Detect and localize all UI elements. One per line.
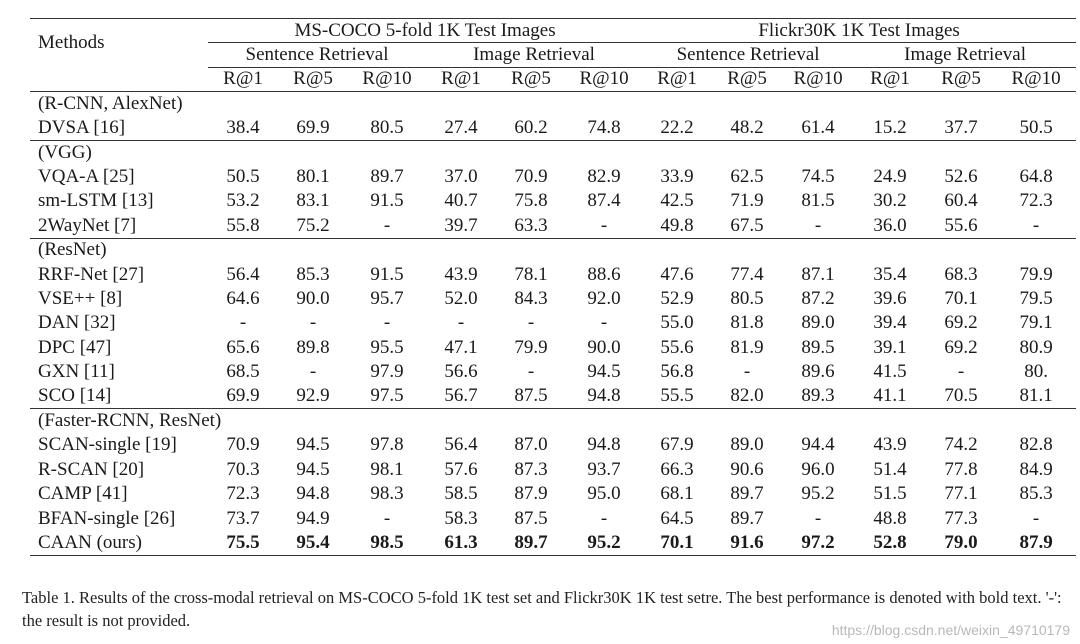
metric-header: R@5 — [941, 68, 981, 90]
metric-value: 80.9 — [1019, 336, 1053, 358]
method-name: DPC [47] — [38, 336, 112, 358]
header-row-datasets — [30, 19, 1076, 43]
methods-header: Methods — [30, 19, 208, 68]
metric-value: - — [600, 214, 608, 236]
metric-value: 89.8 — [296, 336, 330, 358]
method-name: sm-LSTM [13] — [38, 190, 154, 212]
metric-value: 89.6 — [801, 361, 835, 383]
metric-value: 97.9 — [370, 361, 404, 383]
metric-value: 64.5 — [660, 507, 694, 529]
metric-value: 87.3 — [514, 458, 548, 480]
metric-header: R@5 — [727, 68, 767, 90]
metric-value: 81.9 — [730, 336, 764, 358]
metric-value: 98.3 — [370, 483, 404, 505]
method-name: CAMP [41] — [38, 483, 128, 505]
metric-value: - — [383, 312, 391, 334]
metric-value: 70.1 — [642, 531, 712, 555]
metric-value: 95.2 — [801, 483, 835, 505]
method-name: VSE++ [8] — [38, 287, 123, 309]
metric-value: 97.2 — [782, 531, 854, 555]
method-name: DAN [32] — [38, 312, 116, 334]
table-row — [30, 214, 1076, 238]
metric-value: 80. — [1024, 361, 1048, 383]
method-name: 2WayNet [7] — [38, 214, 137, 236]
metric-value: 80.1 — [296, 166, 330, 188]
metric-value: 92.0 — [587, 287, 621, 309]
metric-value: 75.8 — [514, 190, 548, 212]
metric-header: R@1 — [223, 68, 263, 90]
metric-value: 95.7 — [370, 287, 404, 309]
metric-value: 41.1 — [873, 385, 907, 407]
metric-value: 70.9 — [226, 434, 260, 456]
metric-value: 67.5 — [730, 214, 764, 236]
results-body — [30, 92, 1076, 555]
metric-value: 87.4 — [587, 190, 621, 212]
metric-value: 94.9 — [296, 507, 330, 529]
metric-value: 70.1 — [944, 287, 978, 309]
metric-value: 73.7 — [226, 507, 260, 529]
method-name: SCO [14] — [38, 385, 112, 407]
metric-value: 87.0 — [514, 434, 548, 456]
table-row — [30, 458, 1076, 482]
metric-header: R@10 — [362, 68, 412, 90]
metric-value: 52.8 — [854, 531, 926, 555]
metric-value: 37.7 — [944, 117, 978, 138]
metric-value: 39.6 — [873, 287, 907, 309]
metric-value: 56.8 — [660, 361, 694, 383]
metric-value: 95.5 — [370, 336, 404, 358]
metric-value: - — [383, 214, 391, 236]
dataset-header-flickr30k: Flickr30K 1K Test Images — [642, 19, 1076, 43]
metric-value: 38.4 — [226, 117, 260, 138]
metric-value: 27.4 — [444, 117, 478, 138]
metric-value: 98.5 — [348, 531, 426, 555]
table-row — [30, 360, 1076, 384]
metric-value: 58.3 — [444, 507, 478, 529]
metric-value: 84.9 — [1019, 458, 1053, 480]
metric-value: 70.3 — [226, 458, 260, 480]
metric-value: 42.5 — [660, 190, 694, 212]
metric-header-spacer — [30, 67, 208, 91]
metric-value: 89.0 — [730, 434, 764, 456]
metric-value: 37.0 — [444, 166, 478, 188]
metric-header: R@5 — [293, 68, 333, 90]
metric-value: - — [309, 312, 317, 334]
metric-value: 39.4 — [873, 312, 907, 334]
section-row — [30, 140, 1076, 164]
metric-value: 30.2 — [873, 190, 907, 212]
metric-value: - — [957, 361, 965, 383]
metric-value: 74.5 — [801, 166, 835, 188]
metric-value: 51.5 — [873, 483, 907, 505]
section-label: (Faster-RCNN, ResNet) — [30, 409, 1076, 433]
metric-header: R@10 — [579, 68, 629, 90]
metric-value: 87.2 — [801, 287, 835, 309]
metric-value: 70.5 — [944, 385, 978, 407]
metric-value: 56.7 — [444, 385, 478, 407]
dataset-header-mscoco: MS-COCO 5-fold 1K Test Images — [208, 19, 642, 43]
metric-value: 61.4 — [801, 117, 835, 138]
metric-value: 95.2 — [566, 531, 642, 555]
metric-value: - — [1032, 214, 1040, 236]
metric-value: 82.8 — [1019, 434, 1053, 456]
metric-value: 75.5 — [208, 531, 278, 555]
metric-value: 69.9 — [296, 117, 330, 138]
metric-value: 66.3 — [660, 458, 694, 480]
metric-value: 72.3 — [1019, 190, 1053, 212]
metric-value: 74.2 — [944, 434, 978, 456]
metric-value: 82.0 — [730, 385, 764, 407]
metric-value: 43.9 — [873, 434, 907, 456]
group-header-coco-sentence: Sentence Retrieval — [208, 43, 426, 67]
metric-value: - — [743, 361, 751, 383]
metric-value: - — [1032, 507, 1040, 529]
metric-value: 40.7 — [444, 190, 478, 212]
metric-value: 68.1 — [660, 483, 694, 505]
metric-value: 56.6 — [444, 361, 478, 383]
section-row — [30, 238, 1076, 262]
metric-value: 51.4 — [873, 458, 907, 480]
metric-value: 58.5 — [444, 483, 478, 505]
metric-value: 47.6 — [660, 263, 694, 285]
metric-header: R@1 — [441, 68, 481, 90]
section-label: (VGG) — [30, 140, 1076, 164]
table-row — [30, 165, 1076, 189]
metric-value: 89.0 — [801, 312, 835, 334]
metric-value: 87.9 — [996, 531, 1076, 555]
metric-value: 90.0 — [587, 336, 621, 358]
metric-value: 91.5 — [370, 263, 404, 285]
method-name: SCAN-single [19] — [38, 434, 177, 456]
metric-value: 74.8 — [587, 117, 621, 138]
metric-value: 68.5 — [226, 361, 260, 383]
table-row — [30, 384, 1076, 408]
metric-value: 95.0 — [587, 483, 621, 505]
header-row-metrics — [30, 67, 1076, 91]
metric-value: 53.2 — [226, 190, 260, 212]
metric-value: - — [457, 312, 465, 334]
metric-value: 77.3 — [944, 507, 978, 529]
metric-value: 98.1 — [370, 458, 404, 480]
metric-value: 94.5 — [296, 458, 330, 480]
metric-value: 52.6 — [944, 166, 978, 188]
table-row — [30, 433, 1076, 457]
metric-value: 77.1 — [944, 483, 978, 505]
results-table — [30, 18, 1076, 556]
metric-value: 88.6 — [587, 263, 621, 285]
metric-value: 64.8 — [1019, 166, 1053, 188]
metric-value: 89.7 — [730, 507, 764, 529]
metric-header: R@1 — [870, 68, 910, 90]
table-row — [30, 482, 1076, 506]
metric-value: 64.6 — [226, 287, 260, 309]
metric-value: 93.7 — [587, 458, 621, 480]
metric-value: 69.9 — [226, 385, 260, 407]
metric-value: 89.5 — [801, 336, 835, 358]
metric-value: - — [527, 361, 535, 383]
method-name: VQA-A [25] — [38, 166, 135, 188]
method-name: DVSA [16] — [38, 117, 126, 138]
metric-value: 68.3 — [944, 263, 978, 285]
section-row — [30, 92, 1076, 116]
metric-value: 83.1 — [296, 190, 330, 212]
metric-value: 55.0 — [660, 312, 694, 334]
metric-value: 60.2 — [514, 117, 548, 138]
metric-value: 79.1 — [1019, 312, 1053, 334]
metric-header: R@5 — [511, 68, 551, 90]
metric-value: 94.5 — [587, 361, 621, 383]
metric-value: 84.3 — [514, 287, 548, 309]
metric-value: - — [814, 214, 822, 236]
method-name: CAAN (ours) — [30, 531, 208, 555]
table-row — [30, 531, 1076, 555]
metric-value: 79.9 — [514, 336, 548, 358]
metric-value: 39.7 — [444, 214, 478, 236]
metric-value: 60.4 — [944, 190, 978, 212]
table-row — [30, 116, 1076, 140]
metric-value: 91.5 — [370, 190, 404, 212]
metric-value: 50.5 — [1019, 117, 1053, 138]
section-row — [30, 409, 1076, 433]
metric-value: 56.4 — [226, 263, 260, 285]
metric-value: 92.9 — [296, 385, 330, 407]
metric-value: 52.9 — [660, 287, 694, 309]
table-row — [30, 311, 1076, 335]
table-row — [30, 506, 1076, 530]
metric-value: 35.4 — [873, 263, 907, 285]
metric-value: 55.8 — [226, 214, 260, 236]
metric-value: - — [600, 312, 608, 334]
section-label: (ResNet) — [30, 238, 1076, 262]
metric-value: 36.0 — [873, 214, 907, 236]
metric-value: 50.5 — [226, 166, 260, 188]
metric-value: 87.5 — [514, 507, 548, 529]
metric-value: 81.5 — [801, 190, 835, 212]
metric-value: 70.9 — [514, 166, 548, 188]
metric-header: R@10 — [793, 68, 843, 90]
metric-value: 80.5 — [730, 287, 764, 309]
metric-value: 90.6 — [730, 458, 764, 480]
metric-header: R@10 — [1011, 68, 1061, 90]
metric-value: 61.3 — [426, 531, 496, 555]
metric-value: 15.2 — [873, 117, 907, 138]
metric-value: 24.9 — [873, 166, 907, 188]
method-name: RRF-Net [27] — [38, 263, 145, 285]
metric-value: 55.5 — [660, 385, 694, 407]
table-caption: Table 1. Results of the cross-modal retrieval on MS-COCO 5-fold 1K test set and Flickr30K 1K test setre. The best performance is denoted with bold text. '-': the result is not provided. — [22, 588, 1062, 630]
metric-value: 90.0 — [296, 287, 330, 309]
metric-value: 89.3 — [801, 385, 835, 407]
metric-value: 55.6 — [944, 214, 978, 236]
metric-value: 43.9 — [444, 263, 478, 285]
metric-value: 22.2 — [660, 117, 694, 138]
metric-value: 48.8 — [873, 507, 907, 529]
table-row — [30, 336, 1076, 360]
metric-value: 41.5 — [873, 361, 907, 383]
metric-value: - — [383, 507, 391, 529]
metric-value: 94.5 — [296, 434, 330, 456]
metric-value: 81.8 — [730, 312, 764, 334]
method-name: GXN [11] — [38, 361, 115, 383]
metric-value: 89.7 — [370, 166, 404, 188]
metric-value: 49.8 — [660, 214, 694, 236]
metric-value: 89.7 — [730, 483, 764, 505]
metric-value: 77.8 — [944, 458, 978, 480]
metric-value: 79.5 — [1019, 287, 1053, 309]
metric-value: 77.4 — [730, 263, 764, 285]
metric-value: 89.7 — [496, 531, 566, 555]
metric-value: - — [600, 507, 608, 529]
metric-value: 95.4 — [278, 531, 348, 555]
metric-header: R@1 — [657, 68, 697, 90]
metric-value: 52.0 — [444, 287, 478, 309]
metric-value: - — [814, 507, 822, 529]
group-header-flickr-sentence: Sentence Retrieval — [642, 43, 854, 67]
metric-value: 80.5 — [370, 117, 404, 138]
metric-value: 62.5 — [730, 166, 764, 188]
metric-value: 85.3 — [1019, 483, 1053, 505]
metric-value: 79.9 — [1019, 263, 1053, 285]
metric-value: 75.2 — [296, 214, 330, 236]
metric-value: 87.5 — [514, 385, 548, 407]
metric-value: 94.4 — [801, 434, 835, 456]
group-header-coco-image: Image Retrieval — [426, 43, 642, 67]
metric-value: 63.3 — [514, 214, 548, 236]
metric-value: 67.9 — [660, 434, 694, 456]
metric-value: 85.3 — [296, 263, 330, 285]
method-name: BFAN-single [26] — [38, 507, 176, 529]
metric-value: 71.9 — [730, 190, 764, 212]
metric-value: 82.9 — [587, 166, 621, 188]
metric-value: 91.6 — [712, 531, 782, 555]
metric-value: 81.1 — [1019, 385, 1053, 407]
metric-value: 33.9 — [660, 166, 694, 188]
results-table-container — [30, 18, 1061, 556]
metric-value: 69.2 — [944, 336, 978, 358]
metric-value: 65.6 — [226, 336, 260, 358]
metric-value: 97.5 — [370, 385, 404, 407]
metric-value: - — [527, 312, 535, 334]
metric-value: 96.0 — [801, 458, 835, 480]
metric-value: 87.1 — [801, 263, 835, 285]
metric-value: 47.1 — [444, 336, 478, 358]
metric-value: 87.9 — [514, 483, 548, 505]
metric-value: 39.1 — [873, 336, 907, 358]
table-row — [30, 287, 1076, 311]
metric-value: 55.6 — [660, 336, 694, 358]
metric-value: 78.1 — [514, 263, 548, 285]
metric-value: 69.2 — [944, 312, 978, 334]
metric-value: 97.8 — [370, 434, 404, 456]
metric-value: 56.4 — [444, 434, 478, 456]
metric-value: 94.8 — [587, 385, 621, 407]
table-row — [30, 262, 1076, 286]
method-name: R-SCAN [20] — [38, 458, 145, 480]
metric-value: - — [239, 312, 247, 334]
watermark: https://blog.csdn.net/weixin_49710179 — [831, 622, 1070, 638]
group-header-flickr-image: Image Retrieval — [854, 43, 1076, 67]
metric-value: 72.3 — [226, 483, 260, 505]
metric-value: 94.8 — [587, 434, 621, 456]
metric-value: 48.2 — [730, 117, 764, 138]
metric-value: - — [309, 361, 317, 383]
metric-value: 94.8 — [296, 483, 330, 505]
section-label: (R-CNN, AlexNet) — [30, 92, 1076, 116]
metric-value: 79.0 — [926, 531, 996, 555]
table-row — [30, 189, 1076, 213]
metric-value: 57.6 — [444, 458, 478, 480]
